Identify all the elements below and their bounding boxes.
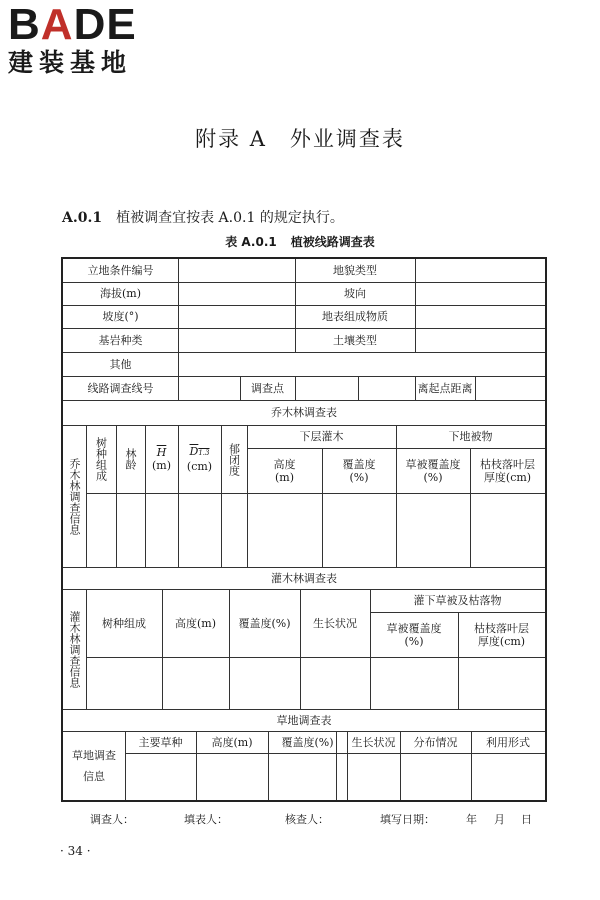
grass-height-head: 高度(m) [211, 735, 253, 749]
clause-line [62, 207, 344, 227]
shrub-growth-col: 生长状况 [313, 616, 357, 630]
shrub-cover-col: 覆盖度(%) [238, 616, 291, 630]
aspect-label: 坡向 [344, 287, 366, 300]
tree-canopy-text: 郁闭度 [227, 442, 241, 476]
other-label: 其他 [109, 357, 132, 371]
herb-cover-text: 草被覆盖度 [405, 457, 461, 471]
grass-section-title: 草地调查表 [276, 713, 332, 727]
soil-label: 土壤类型 [333, 333, 377, 347]
clause-number: A.0.1 [62, 210, 103, 226]
bedrock-label: 基岩种类 [98, 333, 143, 347]
shrub-species-head: 树种组成 [102, 616, 146, 630]
grass-main-species-head: 主要草种 [138, 735, 183, 749]
logo-letter: B [8, 0, 41, 49]
table-caption [0, 233, 600, 250]
litter-unit: 厚度(cm) [483, 470, 532, 484]
tree-canopy-head [221, 425, 247, 493]
clause-text: 植被调查宜按表 A.0.1 的规定执行。 [116, 210, 344, 226]
rule [125, 753, 545, 754]
shrub-cover-head [322, 448, 396, 493]
grass-distribution-head: 分布情况 [413, 735, 458, 749]
rule [86, 657, 545, 658]
tree-side-text: 乔木林调查信息 [68, 457, 81, 535]
logo-letter: DE [73, 0, 137, 49]
shrub-litter-unit: 厚度(cm) [477, 634, 526, 648]
logo-wordmark [8, 2, 137, 48]
altitude-label: 海拔(m) [99, 287, 141, 300]
grass-side-text-1: 草地调查 [72, 748, 116, 762]
checker-label: 核查人： [285, 813, 329, 826]
rule [178, 259, 179, 376]
date-label: 填写日期： [380, 813, 435, 826]
d-unit: (cm) [186, 460, 213, 473]
rule [295, 376, 296, 400]
d-symbol [190, 445, 210, 460]
route-no-label: 线路调查线号 [87, 381, 154, 395]
tree-age-text: 林龄 [124, 448, 137, 470]
shrub-height-unit: (m) [274, 470, 294, 484]
litter-text: 枯枝落叶层 [480, 457, 535, 471]
tree-age-head [116, 425, 145, 493]
shrub-side-text: 灌木林调查信息 [68, 610, 81, 688]
herb-cover-head [396, 448, 470, 493]
grass-growth-head: 生长状况 [351, 735, 396, 749]
appendix-title: 附录 A 外业调查表 [195, 127, 405, 151]
grass-cover-head: 覆盖度(%) [281, 735, 334, 749]
shrub-herb-cover-unit: (%) [404, 634, 424, 648]
rule [358, 376, 359, 400]
shrub-cover-text: 覆盖度 [342, 457, 376, 471]
tree-species-text: 树种组成 [94, 437, 108, 481]
herb-cover-unit: (%) [423, 470, 443, 484]
bade-logo [8, 2, 137, 78]
rule [178, 376, 179, 400]
slope-label: 坡度(°) [102, 310, 139, 323]
tree-species-head [86, 425, 116, 493]
tree-side-label [63, 425, 86, 567]
tree-section-title: 乔木林调查表 [271, 406, 337, 419]
h-unit: (m) [151, 459, 171, 472]
surface-label: 地表组成物质 [322, 310, 388, 323]
tree-dbh-head [178, 425, 221, 493]
table-number: 表 A.0.1 [225, 235, 277, 249]
shrub-under-group: 灌下草被及枯落物 [413, 594, 502, 607]
tree-ground-group: 下地被物 [448, 430, 493, 443]
grass-side-label [63, 731, 125, 800]
logo-letter-accent: A [40, 0, 74, 49]
shrub-side-label [63, 589, 86, 709]
shrub-height-head [247, 448, 322, 493]
d-subscript: 1.3 [198, 449, 210, 457]
shrub-herb-cover-head [370, 612, 458, 657]
tree-shrub-group: 下层灌木 [299, 430, 344, 443]
surveyor-label: 调查人： [90, 813, 134, 826]
shrub-section-title: 灌木林调查表 [271, 571, 337, 585]
shrub-height-text: 高度 [273, 457, 296, 471]
point-label: 调查点 [251, 381, 284, 395]
logo-subtitle: 建装基地 [8, 48, 133, 77]
shrub-litter-text: 枯枝落叶层 [474, 621, 529, 635]
table-name: 植被线路调查表 [290, 235, 375, 249]
distance-label: 离起点距离 [417, 381, 473, 395]
rule [415, 259, 416, 352]
survey-table [61, 257, 547, 802]
shrub-height-col: 高度(m) [174, 616, 216, 630]
grass-side-text-2: 信息 [83, 769, 105, 783]
month-label: 月 [494, 813, 505, 826]
day-label: 日 [521, 813, 532, 826]
filler-label: 填表人： [184, 813, 228, 826]
rule [86, 493, 545, 494]
landform-label: 地貌类型 [333, 264, 377, 277]
tree-height-head [145, 425, 178, 493]
site-no-label: 立地条件编号 [87, 264, 154, 277]
d-letter: D [189, 445, 199, 458]
shrub-litter-head [458, 612, 545, 657]
grass-use-head: 利用形式 [486, 735, 530, 749]
h-bar-symbol: $\overline{H}$ [156, 446, 167, 459]
shrub-cover-unit: (%) [349, 470, 369, 484]
litter-head [470, 448, 545, 493]
shrub-herb-cover-text: 草被覆盖度 [386, 621, 442, 635]
rule [475, 376, 476, 400]
year-label: 年 [466, 813, 477, 826]
page-number: · 34 · [60, 844, 91, 858]
